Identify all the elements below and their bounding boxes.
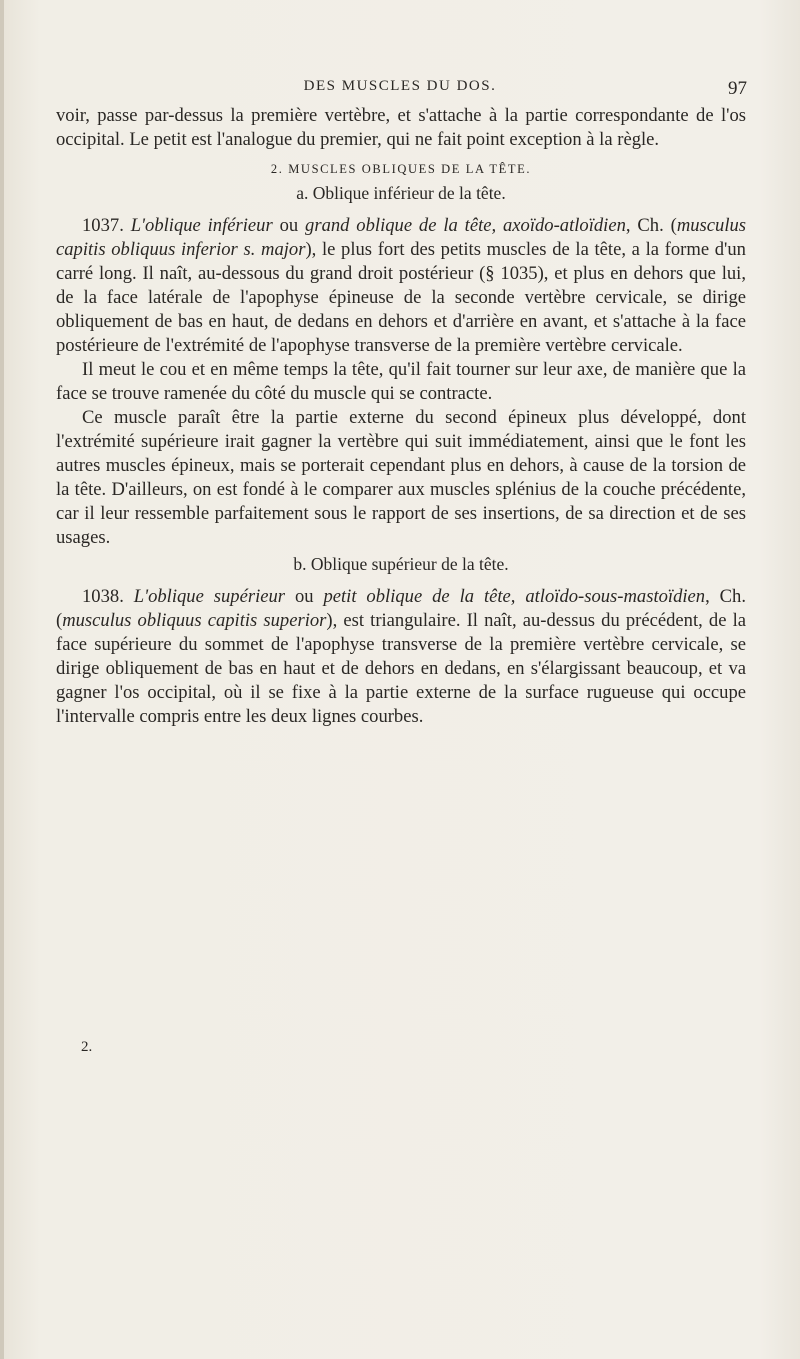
running-title: DES MUSCLES DU DOS. [303, 78, 497, 94]
term-grand-oblique: grand oblique de la tête, axoïdo-atloïdien [305, 215, 626, 236]
paragraph-intro: voir, passe par-dessus la première vertèbre, et s'attache à la partie correspondante de l'os occipital. Le petit est l'analogue du premier, qui ne fait point exception à la règle. [56, 105, 746, 150]
text-fragment: ou [272, 215, 306, 236]
text-fragment: , Ch. ( [625, 215, 677, 236]
paragraph-number: 1038. [82, 586, 124, 607]
latin-name: musculus capitis obliquus inferior s. major [56, 215, 747, 260]
paragraph-action: Il meut le cou et en même temps la tête, qu'il fait tourner sur leur axe, de manière que la face se trouve ramenée du côté du muscle qui se contracte. [56, 359, 746, 404]
latin-name: musculus obliquus capitis superior [62, 610, 327, 631]
text-block [56, 104, 746, 729]
page-edge [0, 0, 4, 1359]
term-oblique-inferieur: L'oblique inférieur [130, 215, 273, 236]
signature-mark: 2. [81, 1039, 93, 1055]
paragraph-1037 [56, 214, 746, 358]
paragraph-1038 [56, 585, 746, 729]
paragraph-number: 1037. [82, 215, 124, 236]
text-fragment: ), le plus fort des petits muscles de la tête, a la forme d'un carré long. Il naît, au-dessous du grand droit postérieur (§ 1035), et plus en dehors que lui, de la face latérale de l'apophyse épineuse de la seconde vertèbre cervicale, se dirige obliquement de bas en haut, de dedans en dehors et d'arrière en avant, et s'attache à la face postérieure de l'extrémité de l'apophyse transverse de la première vertèbre cervicale. [56, 239, 746, 356]
subheading-oblique-superieur: b. Oblique supérieur de la tête. [293, 554, 509, 574]
subheading-oblique-inferieur: a. Oblique inférieur de la tête. [296, 183, 506, 203]
paragraph-comparison: Ce muscle paraît être la partie externe du second épineux plus développé, dont l'extrémité supérieure irait gagner la vertèbre qui suit immédiatement, ainsi que le font les autres muscles épineux, mais se porterait cependant plus en dehors, à cause de la torsion de la tête. D'ailleurs, on est fondé à le comparer aux muscles splénius de la couche précédente, car il leur ressemble parfaitement sous le rapport de ses insertions, de sa direction et de ses usages. [56, 407, 746, 548]
term-oblique-superieur: L'oblique supérieur [133, 586, 286, 607]
text-fragment: , Ch. ( [56, 586, 747, 631]
term-petit-oblique: petit oblique de la tête, atloïdo-sous-mastoïdien [323, 586, 706, 607]
section-heading: 2. MUSCLES OBLIQUES DE LA TÊTE. [270, 162, 532, 176]
text-fragment: ), est triangulaire. Il naît, au-dessus du précédent, de la face supérieure du sommet de l'apophyse transverse de la première vertèbre cervicale, se dirige obliquement de bas en haut et de dehors en dedans, en s'élargissant beaucoup, et va gagner l'os occipital, où il se fixe à la partie externe de la surface rugueuse qui occupe l'intervalle compris entre les deux lignes courbes. [56, 610, 746, 727]
text-fragment: ou [285, 586, 324, 607]
page-number: 97 [728, 78, 747, 99]
